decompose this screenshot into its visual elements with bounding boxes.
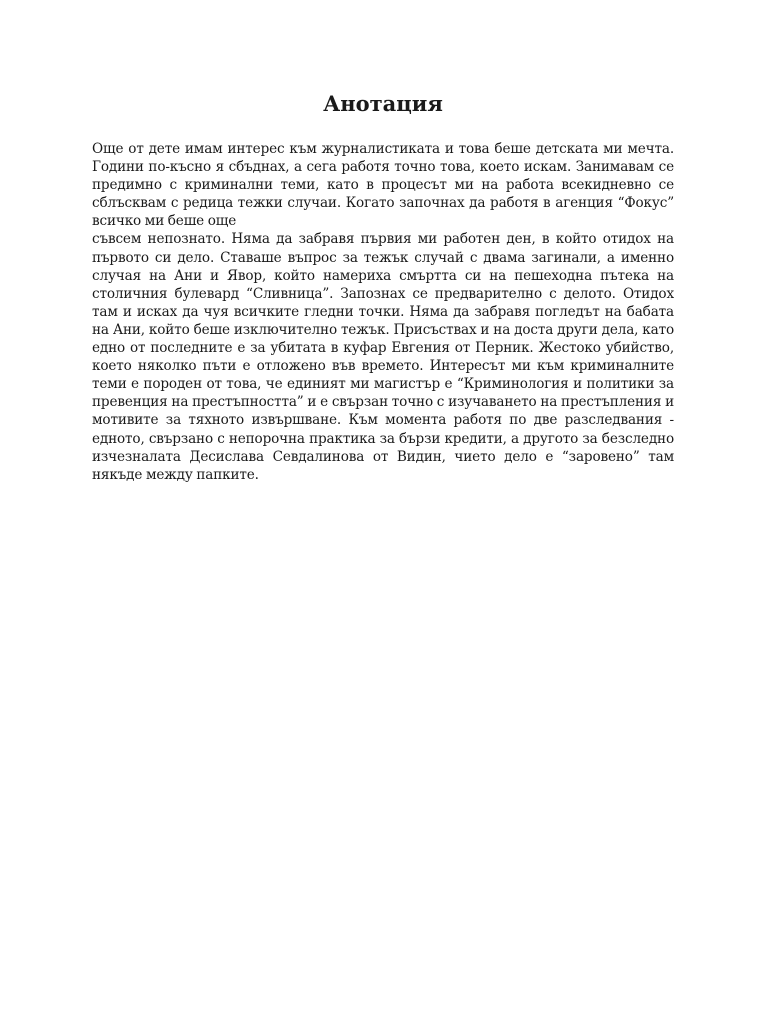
- paragraph-2: съвсем непознато. Няма да забравя първия ми работен ден, в който отидох на първото си дело. Ставаше въпрос за тежък случай с двама загинали, а именно случая на Ани и Явор, който намериха смъртта си на пешеходна пътека на столичния булевард “Сливница”. Запознах се предварително с делото. Отидох там и исках да чуя всичките гледни точки. Няма да забравя погледът на бабата на Ани, който беше изключително тежък. Присъствах и на доста други дела, като едно от последните е за убитата в куфар Евгения от Перник. Жестоко убийство, което няколко пъти е отложено във времето. Интересът ми към криминалните теми е породен от това, че единият ми магистър е “Криминология и политики за превенция на престъпността” и е свързан точно с изучаването на престъпления и мотивите за тяхното извършване. Към момента работя по две разследвания - едното, свързано с непорочна практика за бързи кредити, а другото за безследно изчезналата Десислава Севдалинова от Видин, чието дело е “заровено” там някъде между папките.: [92, 231, 674, 483]
- document-page: [92, 88, 674, 484]
- document-title: Анотация: [323, 91, 443, 116]
- paragraph-1: Още от дете имам интерес към журналистиката и това беше детската ми мечта. Години по-късно я сбъднах, а сега работя точно това, което искам. Занимавам се предимно с криминални теми, като в процесът ми на работа всекидневно се сблъсквам с редица тежки случаи. Когато започнах да работя в агенция “Фокус” всичко ми беше още: [92, 141, 674, 230]
